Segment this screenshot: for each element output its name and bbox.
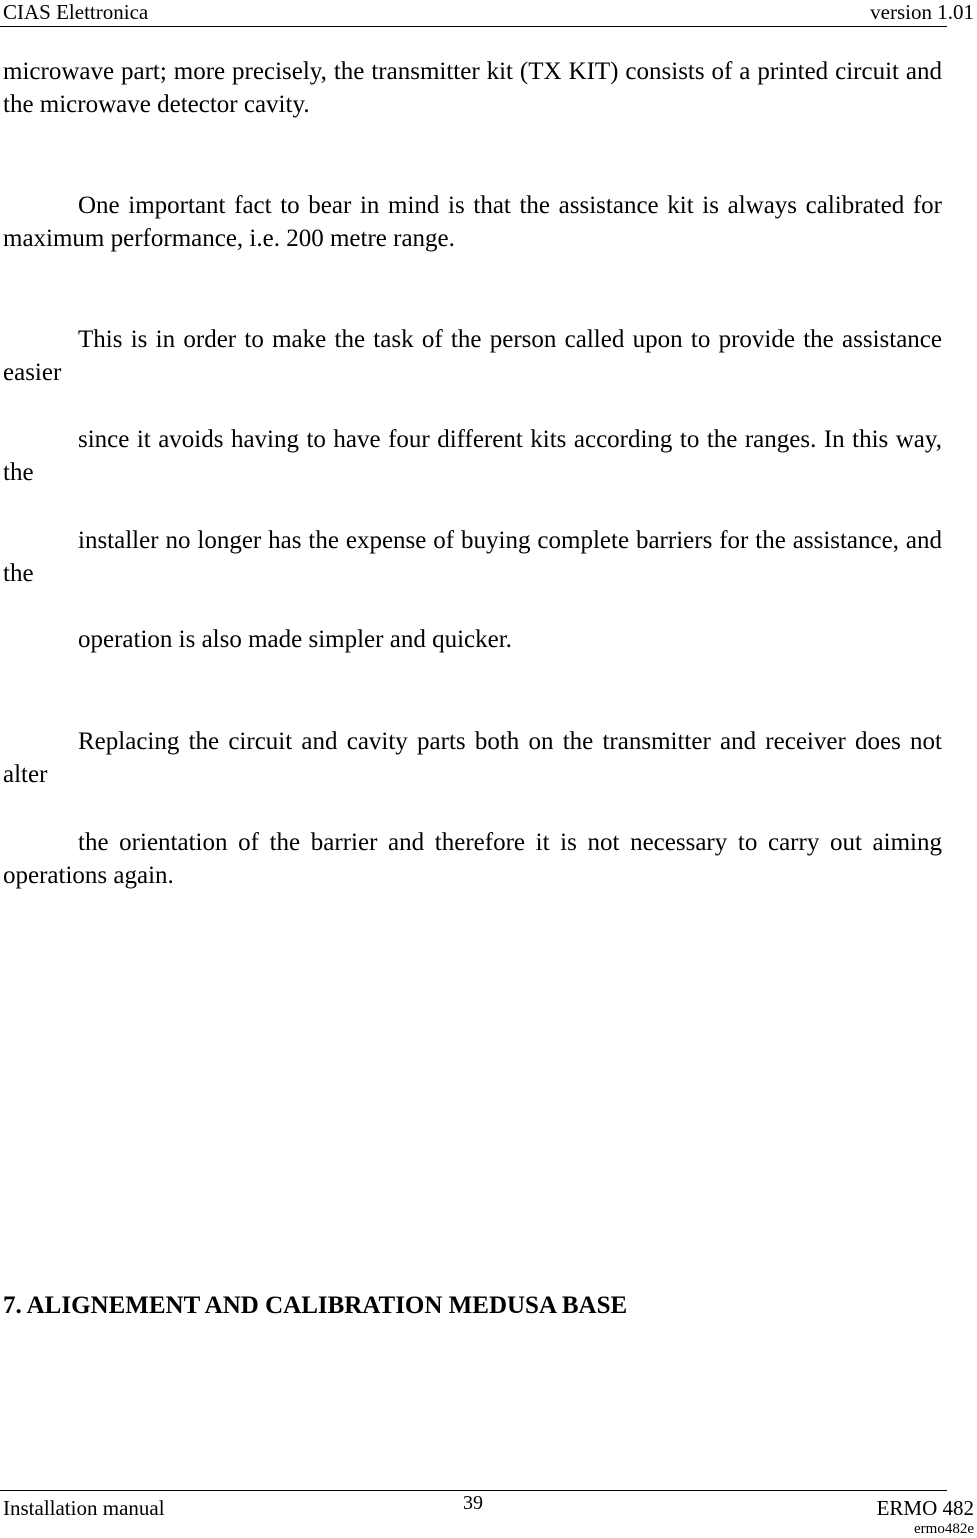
paragraph-text: One important fact to bear in mind is that the assistance kit is always calibrated for maximum performance, i.e. 200 metre range.: [3, 192, 942, 252]
paragraph-text: Replacing the circuit and cavity parts both on the transmitter and receiver does not alter: [3, 728, 942, 788]
paragraph-text: since it avoids having to have four different kits according to the ranges. In this way, the: [3, 426, 942, 486]
footer-doc-code: ermo482e: [914, 1521, 974, 1537]
footer-page-number: 39: [463, 1492, 483, 1514]
paragraph-text: the orientation of the barrier and therefore it is not necessary to carry out aiming operations again.: [3, 829, 942, 889]
paragraph-microwave-part: [3, 55, 942, 121]
footer-product: ERMO 482: [876, 1496, 974, 1520]
paragraph-text: microwave part; more precisely, the transmitter kit (TX KIT) consists of a printed circuit and the microwave detector cavity.: [3, 58, 942, 118]
paragraph-replacing-parts: [3, 725, 942, 791]
header-version: version 1.01: [870, 0, 974, 24]
paragraph-text: operation is also made simpler and quicker.: [78, 626, 512, 653]
paragraph-orientation: [3, 826, 942, 892]
paragraph-simpler-quicker: [3, 623, 942, 656]
paragraph-installer-expense: [3, 524, 942, 590]
page-header: [0, 0, 977, 28]
paragraph-four-kits: [3, 423, 942, 489]
header-rule: [0, 26, 947, 27]
header-company: CIAS Elettronica: [3, 0, 149, 24]
footer-manual-title: Installation manual: [3, 1496, 165, 1520]
paragraph-task-easier: [3, 323, 942, 389]
section-heading: 7. ALIGNEMENT AND CALIBRATION MEDUSA BASE: [3, 1292, 628, 1319]
paragraph-text: This is in order to make the task of the person called upon to provide the assistance easier: [3, 326, 942, 386]
paragraph-text: installer no longer has the expense of buying complete barriers for the assistance, and the: [3, 527, 942, 587]
paragraph-assistance-kit: [3, 189, 942, 255]
